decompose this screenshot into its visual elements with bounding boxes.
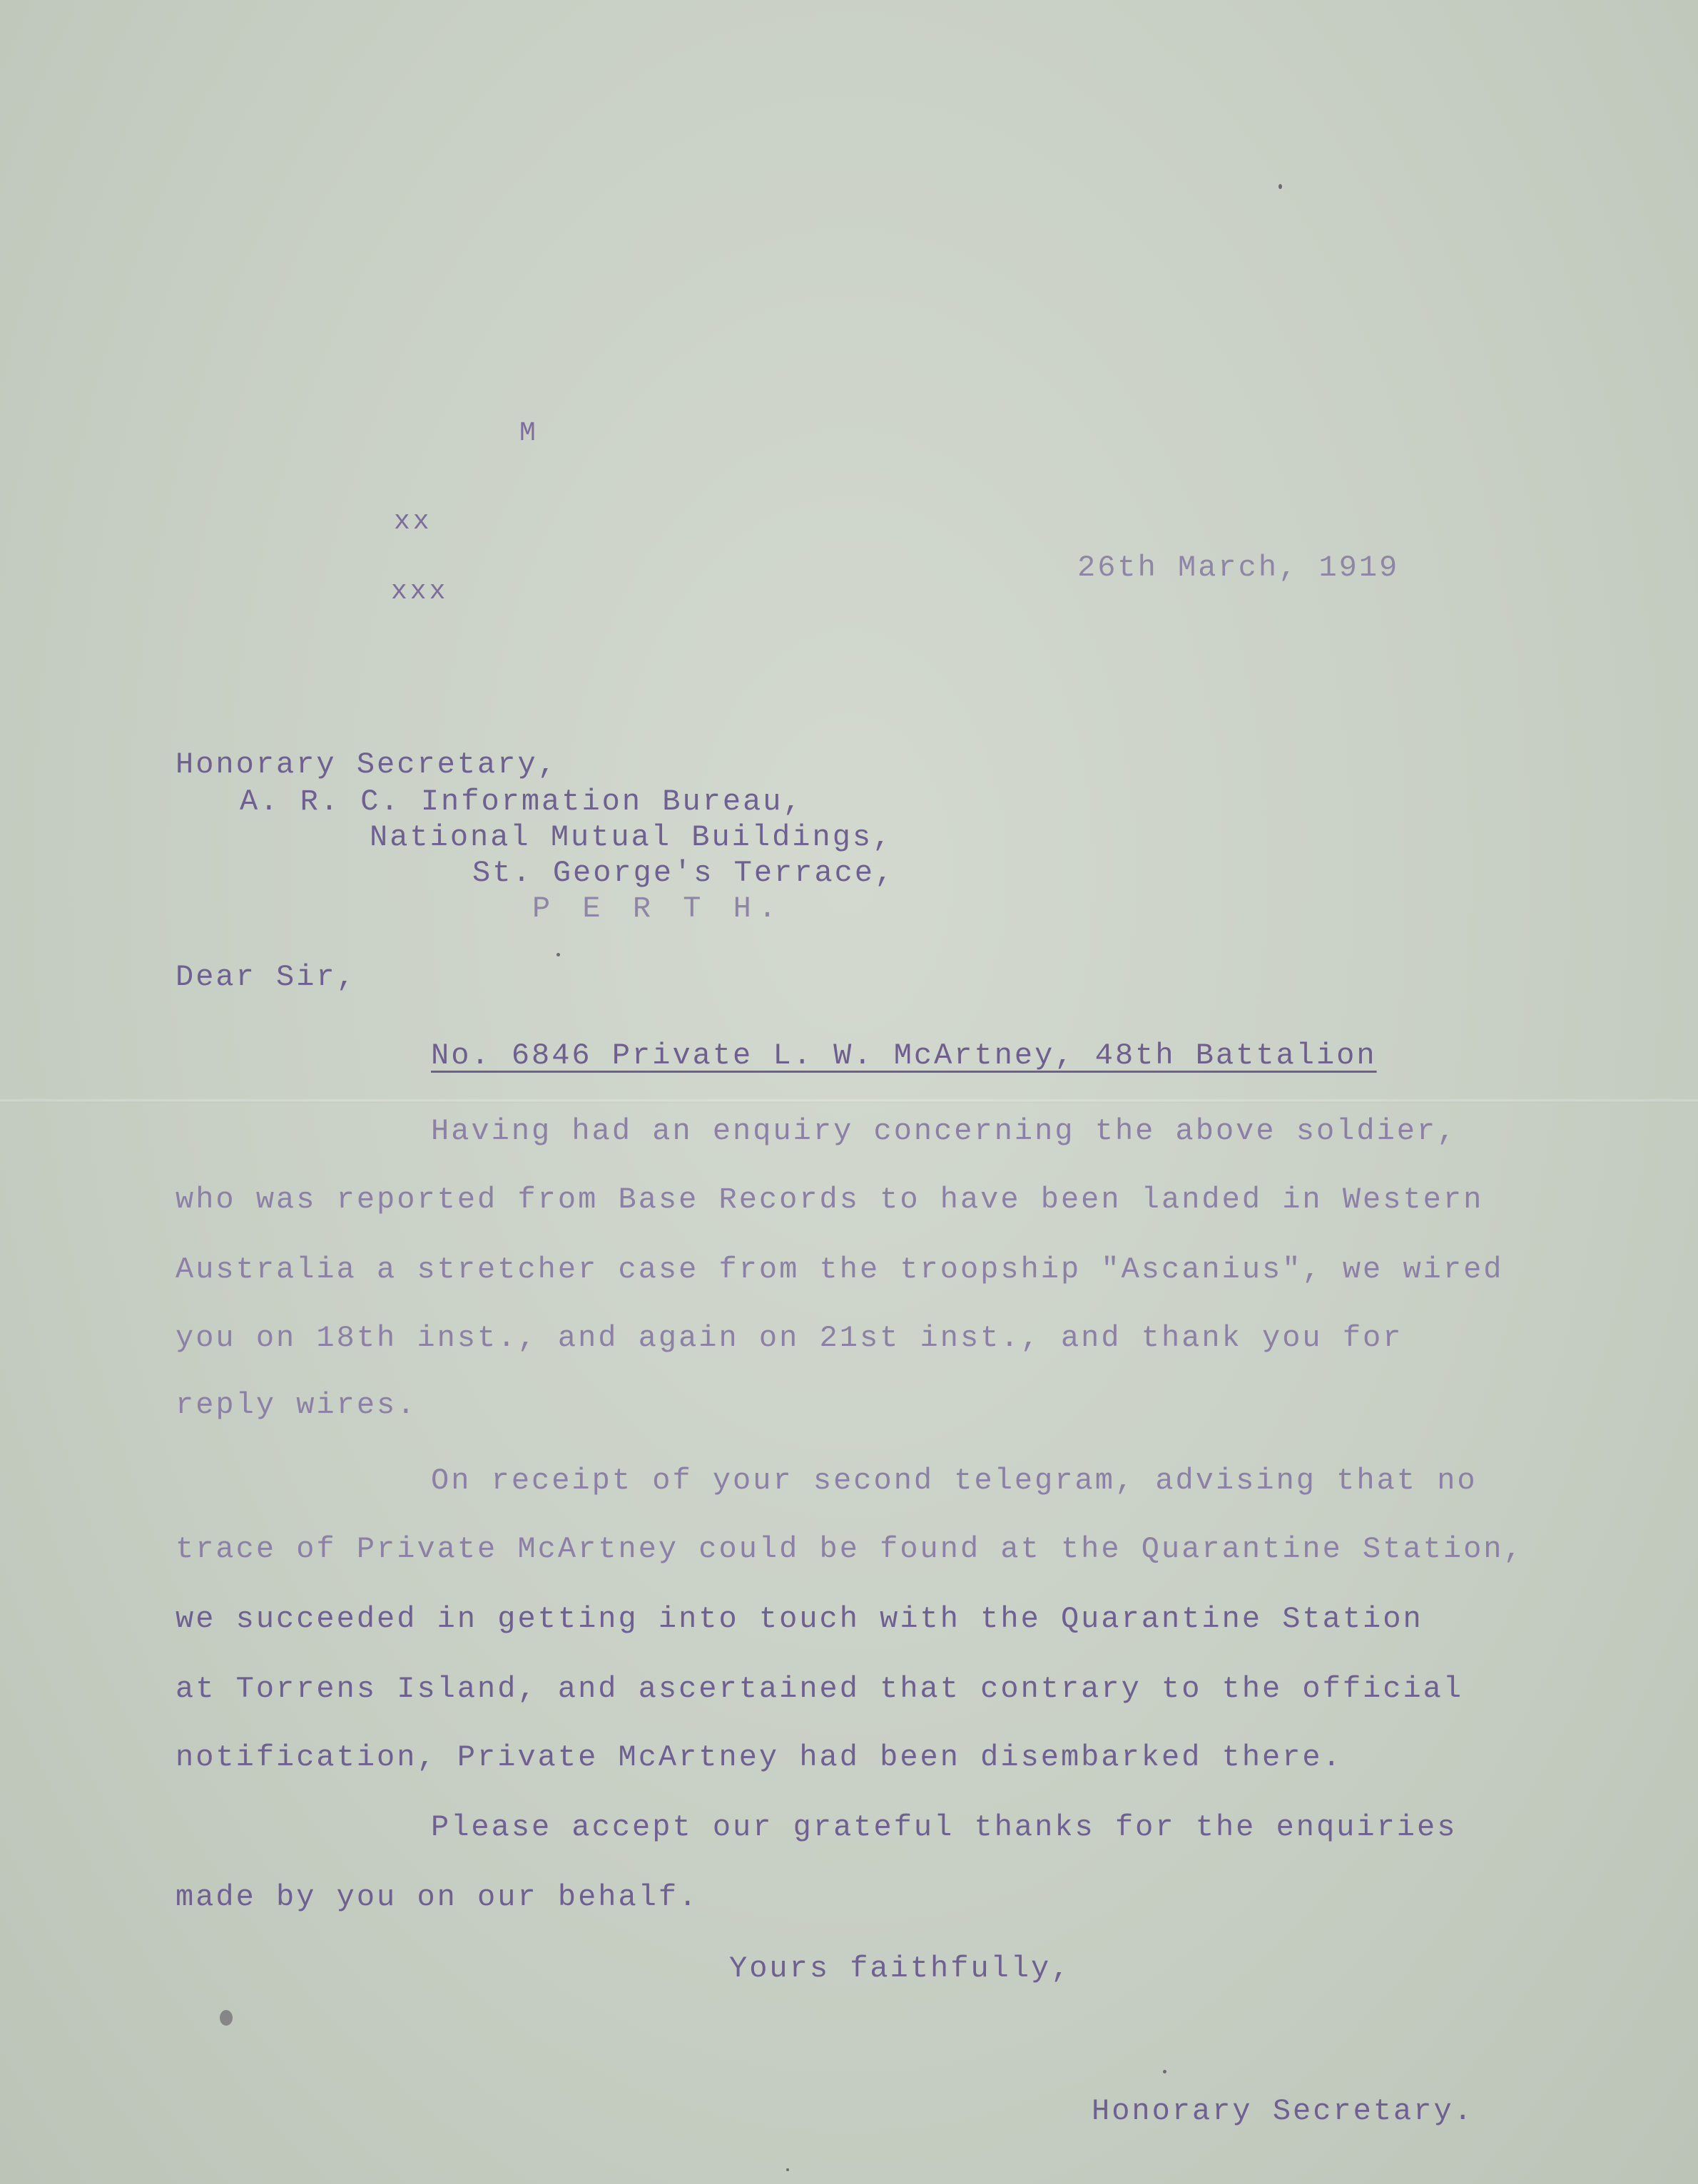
paragraph-1-line: who was reported from Base Records to have been landed in Western (176, 1183, 1484, 1217)
letter-date: 26th March, 1919 (1077, 551, 1400, 585)
paragraph-2-line: trace of Private McArtney could be found at the Quarantine Station, (176, 1532, 1524, 1566)
salutation: Dear Sir, (176, 960, 357, 994)
paragraph-1-line: Having had an enquiry concerning the above soldier, (431, 1114, 1458, 1148)
ref-mark-xxx: xxx (391, 576, 449, 607)
paper-fold (0, 1098, 1698, 1103)
paper-speck (1278, 184, 1282, 189)
address-line-2: A. R. C. Information Bureau, (240, 785, 803, 819)
paragraph-2-line: we succeeded in getting into touch with the Quarantine Station (176, 1602, 1423, 1636)
paper-speck (220, 2010, 233, 2026)
address-line-5: P E R T H. (532, 892, 784, 926)
paragraph-1-line: you on 18th inst., and again on 21st inst., and thank you for (176, 1321, 1403, 1355)
paragraph-1-line: Australia a stretcher case from the troopship "Ascanius", we wired (176, 1252, 1504, 1287)
paragraph-3-line: Please accept our grateful thanks for the enquiries (431, 1810, 1458, 1844)
subject-line: No. 6846 Private L. W. McArtney, 48th Battalion (431, 1039, 1377, 1073)
address-line-4: St. George's Terrace, (472, 856, 895, 890)
paragraph-3-line: made by you on our behalf. (176, 1880, 699, 1914)
paper-speck (556, 953, 560, 956)
address-line-1: Honorary Secretary, (176, 747, 558, 782)
paper-speck (786, 2168, 789, 2171)
signature-title: Honorary Secretary. (1092, 2094, 1474, 2128)
paragraph-2-line: notification, Private McArtney had been disembarked there. (176, 1740, 1343, 1775)
address-line-3: National Mutual Buildings, (370, 820, 893, 854)
paragraph-1-line: reply wires. (176, 1388, 417, 1422)
ref-mark-xx: xx (394, 506, 432, 537)
ref-mark-m: M (519, 418, 539, 449)
paragraph-2-line: at Torrens Island, and ascertained that contrary to the official (176, 1672, 1464, 1706)
closing: Yours faithfully, (729, 1951, 1072, 1986)
paragraph-2-line: On receipt of your second telegram, advising that no (431, 1464, 1478, 1498)
paper-speck (1163, 2070, 1166, 2073)
